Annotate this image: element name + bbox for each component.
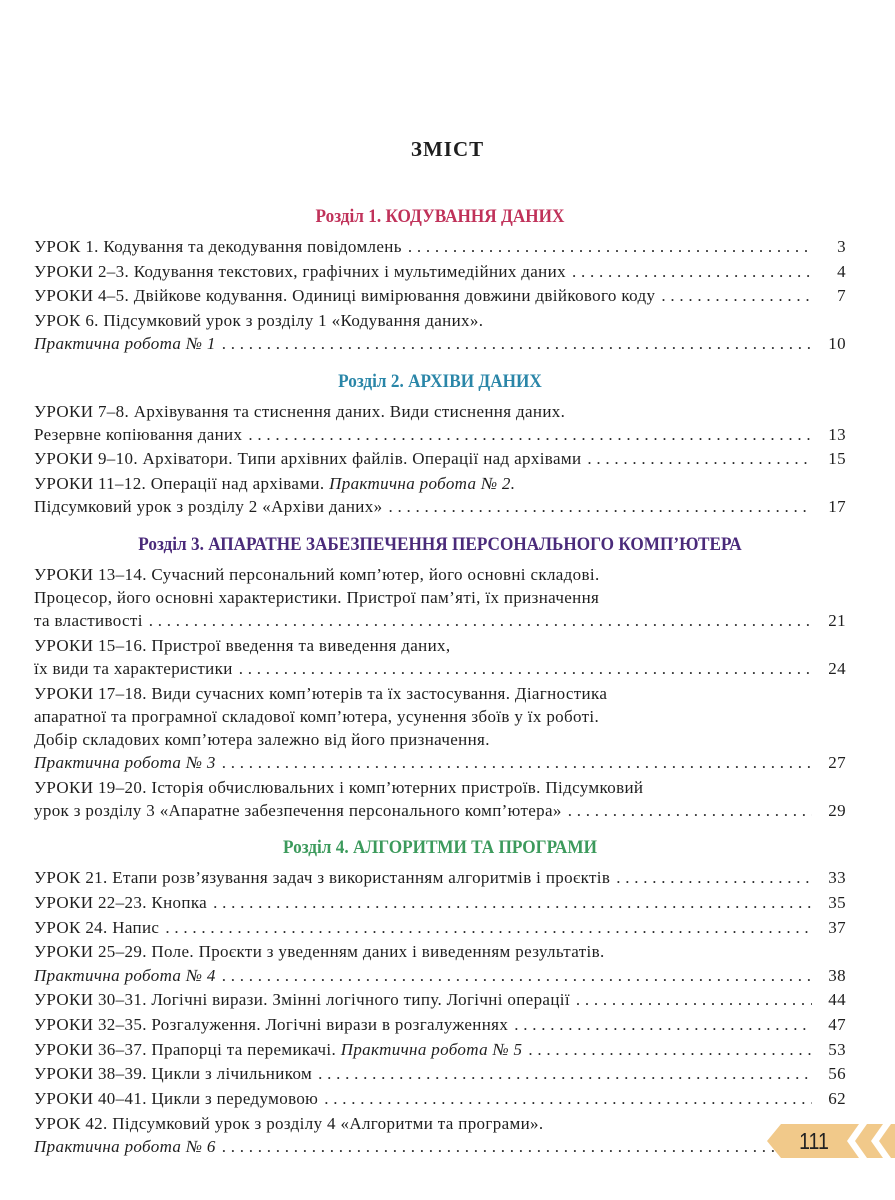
entry-last-line bbox=[34, 235, 846, 258]
entry-last-line bbox=[34, 260, 846, 283]
toc-entry[interactable] bbox=[34, 1038, 846, 1061]
dot-leader bbox=[388, 495, 812, 518]
dot-leader bbox=[661, 284, 812, 307]
entry-text-line: УРОКИ 15–16. Пристрої введення та виведення даних, bbox=[34, 635, 451, 655]
entry-text-line bbox=[34, 472, 846, 495]
dot-leader bbox=[222, 1135, 812, 1158]
dot-leader bbox=[149, 609, 812, 632]
toc-entry[interactable] bbox=[34, 916, 846, 939]
entry-last-line bbox=[34, 866, 846, 889]
table-of-contents bbox=[34, 205, 846, 1172]
entry-page-number: 47 bbox=[828, 1014, 846, 1034]
practical-work-label: Практична робота № 2. bbox=[329, 474, 516, 494]
toc-entry[interactable] bbox=[34, 1013, 846, 1036]
entry-text: Практична робота № 4 bbox=[34, 965, 216, 985]
entry-page-number: 53 bbox=[828, 1039, 846, 1059]
entry-last-line bbox=[34, 657, 846, 680]
toc-entry[interactable] bbox=[34, 447, 846, 470]
entry-last-line bbox=[34, 988, 846, 1011]
entry-text-line: УРОКИ 19–20. Історія обчислювальних і комп’ютерних пристроїв. Підсумковий bbox=[34, 777, 644, 797]
page-number-tab bbox=[767, 1124, 895, 1158]
toc-entry[interactable] bbox=[34, 988, 846, 1011]
toc-entry[interactable] bbox=[34, 309, 846, 355]
dot-leader bbox=[528, 1038, 812, 1061]
entry-last-line bbox=[34, 447, 846, 470]
dot-leader bbox=[576, 988, 812, 1011]
dot-leader bbox=[222, 751, 812, 774]
entry-text-line: УРОК 42. Підсумковий урок з розділу 4 «Алгоритми та програми». bbox=[34, 1113, 544, 1133]
entry-last-line bbox=[34, 799, 846, 822]
entry-page-number: 27 bbox=[828, 753, 846, 773]
toc-entry[interactable] bbox=[34, 284, 846, 307]
entry-text: УРОКИ 2–3. Кодування текстових, графічних і мультимедійних даних bbox=[34, 261, 566, 281]
entry-last-line bbox=[34, 1013, 846, 1036]
page-number: 111 bbox=[799, 1128, 829, 1154]
dot-leader bbox=[222, 332, 812, 355]
entry-last-line bbox=[34, 1087, 846, 1110]
entry-last-line bbox=[34, 1038, 846, 1061]
toc-section-1 bbox=[34, 205, 846, 356]
dot-leader bbox=[568, 799, 812, 822]
entry-text: Практична робота № 6 bbox=[34, 1137, 216, 1156]
entry-page-number: 3 bbox=[837, 237, 846, 256]
entry-last-line bbox=[34, 332, 846, 355]
entry-page-number: 56 bbox=[828, 1064, 846, 1084]
entry-text: УРОКИ 11–12. Операції над архівами. bbox=[34, 474, 330, 494]
entry-last-line bbox=[34, 609, 846, 632]
dot-leader bbox=[248, 423, 812, 446]
toc-section-3 bbox=[34, 533, 846, 823]
section-heading: Розділ 3. АПАРАТНЕ ЗАБЕЗПЕЧЕННЯ ПЕРСОНАЛЬНОГО КОМП’ЮТЕРА bbox=[138, 534, 742, 555]
entry-text-line: УРОКИ 7–8. Архівування та стиснення даних. Види стиснення даних. bbox=[34, 401, 566, 421]
entry-text: УРОК 24. Напис bbox=[34, 917, 160, 937]
toc-entry[interactable] bbox=[34, 1062, 846, 1085]
entry-text: Резервне копіювання даних bbox=[34, 424, 243, 444]
toc-entry[interactable] bbox=[34, 1112, 846, 1158]
dot-leader bbox=[213, 891, 812, 914]
entry-page-number: 15 bbox=[828, 449, 846, 469]
entry-text: УРОК 1. Кодування та декодування повідомлень bbox=[34, 237, 402, 256]
dot-leader bbox=[572, 260, 812, 283]
dot-leader bbox=[514, 1013, 812, 1036]
entry-text: Практична робота № 3 bbox=[34, 753, 216, 773]
entry-page-number: 13 bbox=[828, 424, 846, 444]
entry-last-line bbox=[34, 1135, 846, 1158]
entry-text-part: УРОКИ 36–37. Прапорці та перемикачі. bbox=[34, 1039, 341, 1059]
dot-leader bbox=[222, 964, 812, 987]
entry-text-line: УРОКИ 25–29. Поле. Проєкти з уведенням даних і виведенням результатів. bbox=[34, 942, 605, 962]
entry-page-number: 29 bbox=[828, 801, 846, 821]
entry-text: УРОКИ 40–41. Цикли з передумовою bbox=[34, 1089, 319, 1109]
toc-entry[interactable] bbox=[34, 682, 846, 775]
toc-entry[interactable] bbox=[34, 472, 846, 518]
entry-text-line: Добір складових комп’ютера залежно від його призначення. bbox=[34, 729, 490, 749]
toc-section-4 bbox=[34, 836, 846, 1158]
entry-text: урок з розділу 3 «Апаратне забезпечення персонального комп’ютера» bbox=[34, 801, 562, 821]
toc-entry[interactable] bbox=[34, 1087, 846, 1110]
dot-leader bbox=[239, 657, 812, 680]
entry-text-line: Процесор, його основні характеристики. Пристрої пам’яті, їх призначення bbox=[34, 587, 600, 607]
entry-text: Практична робота № 1 bbox=[34, 334, 216, 354]
toc-entry[interactable] bbox=[34, 866, 846, 889]
entry-page-number: 7 bbox=[837, 286, 846, 306]
entry-last-line bbox=[34, 751, 846, 774]
toc-entry[interactable] bbox=[34, 940, 846, 986]
entry-page-number: 24 bbox=[828, 658, 846, 678]
section-heading: Розділ 2. АРХІВИ ДАНИХ bbox=[338, 371, 542, 392]
entry-text: УРОКИ 9–10. Архіватори. Типи архівних файлів. Операції над архівами bbox=[34, 449, 582, 469]
dot-leader bbox=[616, 866, 812, 889]
entry-page-number: 10 bbox=[828, 334, 846, 354]
entry-text: УРОКИ 32–35. Розгалуження. Логічні вирази в розгалуженнях bbox=[34, 1014, 509, 1034]
entry-page-number: 37 bbox=[828, 917, 846, 937]
entry-text: їх види та характеристики bbox=[34, 658, 233, 678]
entry-last-line bbox=[34, 423, 846, 446]
section-heading: Розділ 1. КОДУВАННЯ ДАНИХ bbox=[315, 207, 565, 227]
entry-page-number: 38 bbox=[828, 965, 846, 985]
toc-entry[interactable] bbox=[34, 563, 846, 633]
entry-page-number: 4 bbox=[837, 261, 846, 281]
dot-leader bbox=[318, 1062, 812, 1085]
toc-entry[interactable] bbox=[34, 634, 846, 680]
entry-text bbox=[34, 1038, 522, 1061]
entry-text: УРОКИ 38–39. Цикли з лічильником bbox=[34, 1064, 313, 1084]
entry-last-line bbox=[34, 916, 846, 939]
entry-page-number: 35 bbox=[828, 892, 846, 912]
entry-page-number: 44 bbox=[828, 990, 846, 1010]
entry-text-line: УРОК 6. Підсумковий урок з розділу 1 «Кодування даних». bbox=[34, 311, 484, 331]
toc-entry[interactable] bbox=[34, 260, 846, 283]
entry-page-number: 62 bbox=[828, 1089, 846, 1109]
section-heading: Розділ 4. АЛГОРИТМИ ТА ПРОГРАМИ bbox=[283, 838, 597, 859]
entry-text: УРОКИ 4–5. Двійкове кодування. Одиниці вимірювання довжини двійкового коду bbox=[34, 286, 656, 306]
entry-text: УРОК 21. Етапи розв’язування задач з використанням алгоритмів і проєктів bbox=[34, 868, 611, 888]
entry-last-line bbox=[34, 964, 846, 987]
entry-last-line bbox=[34, 891, 846, 914]
entry-text-line: УРОКИ 17–18. Види сучасних комп’ютерів та їх застосування. Діагностика bbox=[34, 683, 608, 703]
entry-last-line bbox=[34, 284, 846, 307]
practical-work-label: Практична робота № 5 bbox=[340, 1039, 523, 1059]
toc-entry[interactable] bbox=[34, 400, 846, 446]
toc-section-2 bbox=[34, 370, 846, 519]
entry-page-number: 33 bbox=[828, 868, 846, 888]
entry-last-line bbox=[34, 495, 846, 518]
toc-entry[interactable] bbox=[34, 776, 846, 822]
dot-leader bbox=[587, 447, 812, 470]
entry-text: УРОКИ 30–31. Логічні вирази. Змінні логічного типу. Логічні операції bbox=[34, 990, 570, 1010]
entry-text: Підсумковий урок з розділу 2 «Архіви даних» bbox=[34, 497, 383, 517]
entry-page-number: 17 bbox=[828, 497, 846, 517]
entry-last-line bbox=[34, 1062, 846, 1085]
toc-entry[interactable] bbox=[34, 891, 846, 914]
entry-text-line: УРОКИ 13–14. Сучасний персональний комп’ютер, його основні складові. bbox=[34, 564, 600, 584]
dot-leader bbox=[324, 1087, 812, 1110]
entry-text-line: апаратної та програмної складової комп’ютера, усунення збоїв у їх роботі. bbox=[34, 706, 600, 726]
entry-text: УРОКИ 22–23. Кнопка bbox=[34, 892, 208, 912]
dot-leader bbox=[165, 916, 812, 939]
toc-entry[interactable] bbox=[34, 235, 846, 258]
page-title: ЗМІСТ bbox=[410, 137, 485, 161]
dot-leader bbox=[408, 235, 812, 258]
entry-text: та властивості bbox=[34, 610, 143, 630]
entry-page-number: 21 bbox=[828, 610, 846, 630]
